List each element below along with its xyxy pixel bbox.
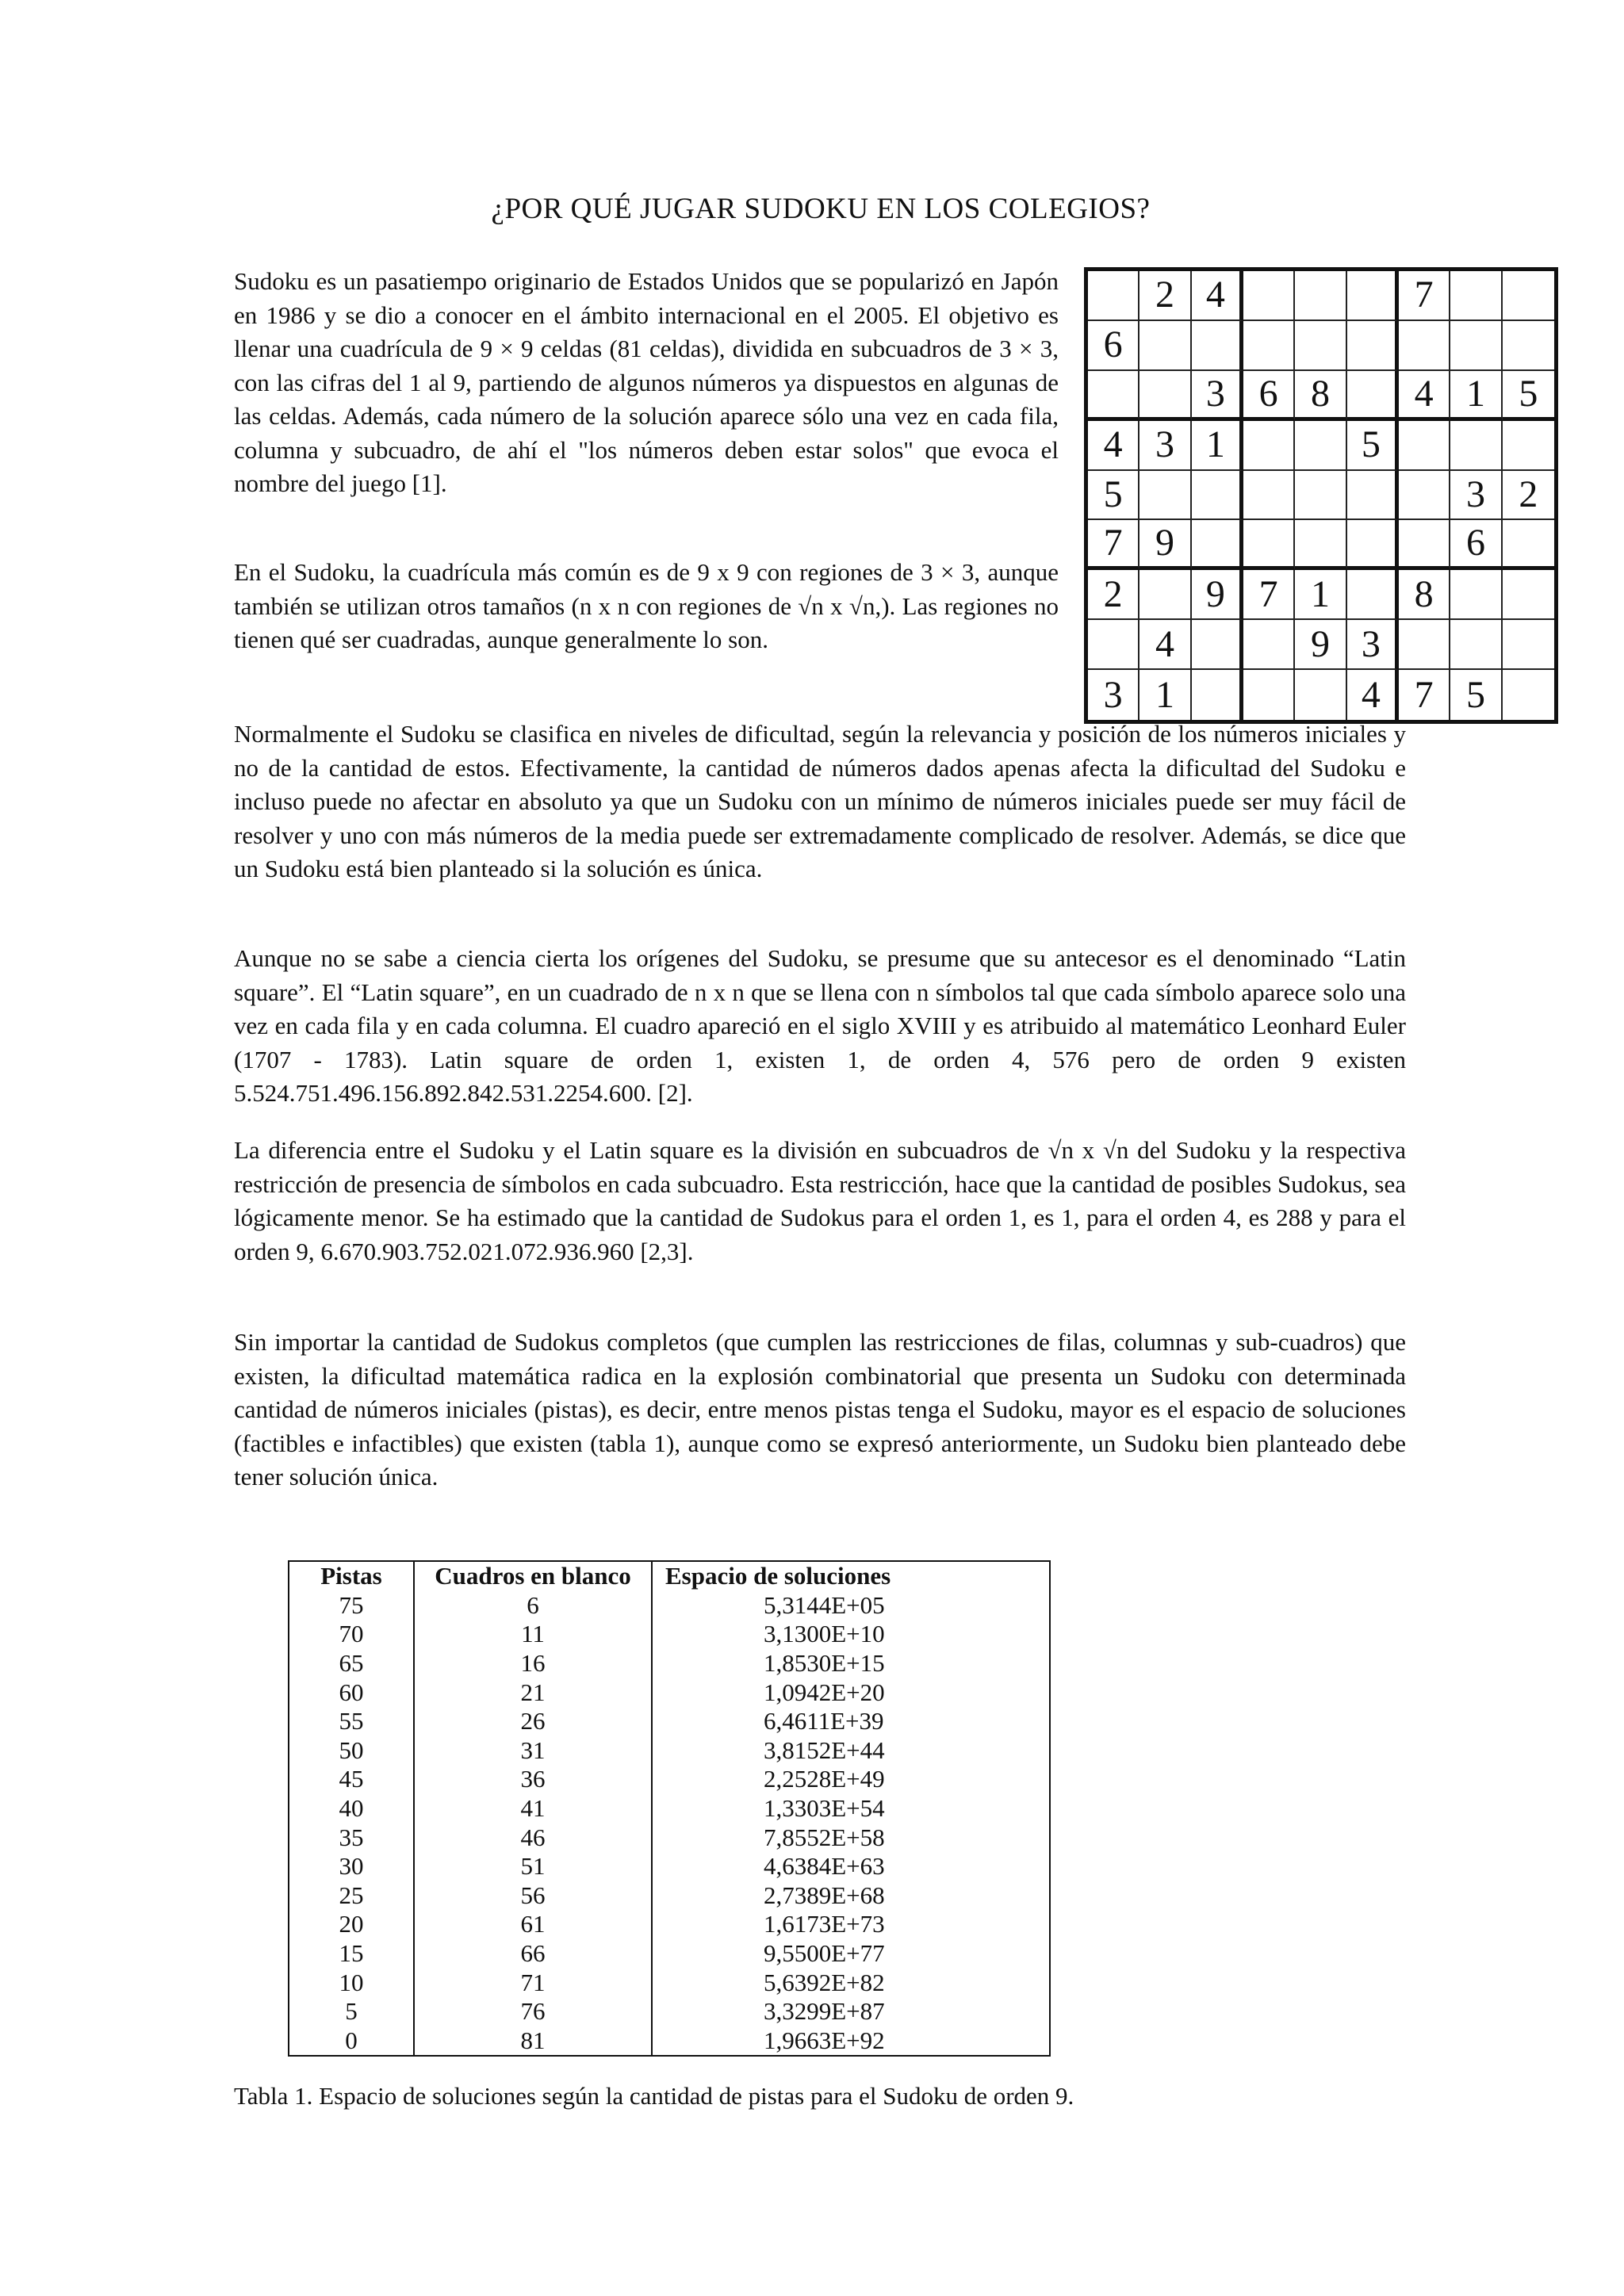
sudoku-cell: 4 <box>1088 421 1139 471</box>
sudoku-cell: 8 <box>1295 371 1346 421</box>
table-cell: 1,8530E+15 <box>652 1649 1050 1678</box>
table-cell: 1,3303E+54 <box>652 1794 1050 1823</box>
table-cell: 40 <box>289 1794 414 1823</box>
table-caption: Tabla 1. Espacio de soluciones según la cantidad de pistas para el Sudoku de orden 9. <box>234 2082 1074 2110</box>
paragraph-combinatorial: Sin importar la cantidad de Sudokus completos (que cumplen las restricciones de filas, columnas y sub-cuadros) que existen, la dificultad matemática radica en la explosión combinatorial que presenta un Sudoku con determinada cantidad de números iniciales (pistas), es decir, entre menos pistas tenga el Sudoku, mayor es el espacio de soluciones (factibles e infactibles) que existen (tabla 1), aunque como se expresó anteriormente, un Sudoku bien planteado debe tener solución única. <box>234 1328 1406 1490</box>
sudoku-cell <box>1399 620 1450 670</box>
sudoku-cell <box>1192 321 1243 371</box>
table-cell: 51 <box>414 1852 652 1881</box>
paragraph-grid-sizes: En el Sudoku, la cuadrícula más común es de 9 x 9 con regiones de 3 × 3, aunque también se utilizan otros tamaños (n x n con regiones de √n x √n,). Las regiones no tienen qué ser cuadradas, aunque generalmente lo son. <box>234 558 1059 653</box>
table-cell: 0 <box>289 2026 414 2057</box>
sudoku-cell <box>1139 570 1191 620</box>
table-row <box>289 1736 1050 1766</box>
sudoku-cell <box>1192 471 1243 521</box>
table-cell: 15 <box>289 1939 414 1969</box>
table-row <box>289 1823 1050 1852</box>
sudoku-cell: 9 <box>1139 520 1191 570</box>
header-pistas: Pistas <box>289 1561 414 1591</box>
sudoku-cell <box>1243 620 1295 670</box>
table-row <box>289 1794 1050 1823</box>
sudoku-cell <box>1399 520 1450 570</box>
table-cell: 1,0942E+20 <box>652 1678 1050 1707</box>
sudoku-cell: 6 <box>1088 321 1139 371</box>
table-cell: 46 <box>414 1823 652 1852</box>
sudoku-cell: 1 <box>1295 570 1346 620</box>
table-row <box>289 1649 1050 1678</box>
sudoku-cell: 7 <box>1088 520 1139 570</box>
table-cell: 30 <box>289 1852 414 1881</box>
table-cell: 5 <box>289 1997 414 2026</box>
sudoku-cell <box>1243 520 1295 570</box>
sudoku-cell: 7 <box>1399 271 1450 321</box>
table-cell: 6 <box>414 1591 652 1621</box>
table-cell: 56 <box>414 1881 652 1911</box>
table-cell: 61 <box>414 1910 652 1939</box>
sudoku-cell <box>1450 570 1502 620</box>
paragraph-latin-square: Aunque no se sabe a ciencia cierta los orígenes del Sudoku, se presume que su antecesor es el denominado “Latin square”. El “Latin square”, en un cuadrado de n x n que se llena con n símbolos tal que cada símbolo aparece solo una vez en cada fila y en cada columna. El cuadro apareció en el siglo XVIII y es atribuido al matemático Leonhard Euler (1707 - 1783). Latin square de orden 1, existen 1, de orden 4, 576 pero de orden 9 existen 5.524.751.496.156.892.842.531.2254.600. [2]. <box>234 944 1406 1107</box>
sudoku-cell <box>1139 321 1191 371</box>
sudoku-cell <box>1503 321 1554 371</box>
paragraph-difficulty: Normalmente el Sudoku se clasifica en niveles de dificultad, según la relevancia y posición de los números iniciales y no de la cantidad de estos. Efectivamente, la cantidad de números dados apenas afecta la dificultad del Sudoku e incluso puede no afectar en absoluto ya que un Sudoku con un mínimo de números iniciales puede ser muy fácil de resolver y uno con más números de la media puede ser extremadamente complicado de resolver. Además, se dice que un Sudoku está bien planteado si la solución es única. <box>234 720 1406 882</box>
sudoku-cell <box>1347 471 1399 521</box>
table-cell: 11 <box>414 1620 652 1649</box>
sudoku-cell <box>1295 421 1346 471</box>
sudoku-cell <box>1139 471 1191 521</box>
sudoku-cell <box>1295 471 1346 521</box>
sudoku-cell <box>1139 371 1191 421</box>
table-cell: 7,8552E+58 <box>652 1823 1050 1852</box>
sudoku-cell <box>1295 271 1346 321</box>
sudoku-cell: 6 <box>1243 371 1295 421</box>
table-row <box>289 1852 1050 1881</box>
table-cell: 21 <box>414 1678 652 1707</box>
table-cell: 25 <box>289 1881 414 1911</box>
table-cell: 35 <box>289 1823 414 1852</box>
sudoku-cell: 2 <box>1503 471 1554 521</box>
sudoku-cell <box>1399 321 1450 371</box>
sudoku-cell: 3 <box>1139 421 1191 471</box>
sudoku-cell <box>1503 620 1554 670</box>
table-cell: 66 <box>414 1939 652 1969</box>
sudoku-cell: 1 <box>1139 670 1191 720</box>
table-cell: 26 <box>414 1707 652 1736</box>
table-row <box>289 1678 1050 1707</box>
table-cell: 3,1300E+10 <box>652 1620 1050 1649</box>
sudoku-cell: 7 <box>1399 670 1450 720</box>
sudoku-grid <box>1084 267 1558 724</box>
sudoku-cell <box>1399 471 1450 521</box>
sudoku-cell <box>1503 271 1554 321</box>
table-row <box>289 1939 1050 1969</box>
header-espacio: Espacio de soluciones <box>652 1561 1050 1591</box>
table-row <box>289 1591 1050 1621</box>
table-cell: 10 <box>289 1968 414 1997</box>
sudoku-cell <box>1347 520 1399 570</box>
page-title: ¿POR QUÉ JUGAR SUDOKU EN LOS COLEGIOS? <box>491 193 1151 225</box>
sudoku-cell <box>1243 670 1295 720</box>
table-cell: 36 <box>414 1765 652 1794</box>
table-cell: 75 <box>289 1591 414 1621</box>
table-cell: 1,6173E+73 <box>652 1910 1050 1939</box>
table-row <box>289 1765 1050 1794</box>
table-cell: 3,3299E+87 <box>652 1997 1050 2026</box>
table-cell: 45 <box>289 1765 414 1794</box>
sudoku-cell <box>1088 271 1139 321</box>
table-cell: 20 <box>289 1910 414 1939</box>
sudoku-cell <box>1243 271 1295 321</box>
sudoku-cell <box>1295 321 1346 371</box>
table-row <box>289 1968 1050 1997</box>
table-row <box>289 1620 1050 1649</box>
table-row <box>289 1910 1050 1939</box>
sudoku-cell <box>1450 421 1502 471</box>
sudoku-cell <box>1243 421 1295 471</box>
sudoku-cell <box>1347 570 1399 620</box>
sudoku-cell <box>1088 371 1139 421</box>
sudoku-cell <box>1192 670 1243 720</box>
sudoku-cell <box>1503 520 1554 570</box>
sudoku-cell: 4 <box>1139 620 1191 670</box>
table-cell: 4,6384E+63 <box>652 1852 1050 1881</box>
table-cell: 65 <box>289 1649 414 1678</box>
sudoku-cell: 2 <box>1088 570 1139 620</box>
sudoku-cell <box>1347 271 1399 321</box>
paragraph-difference: La diferencia entre el Sudoku y el Latin square es la división en subcuadros de √n x √n del Sudoku y la respectiva restricción de presencia de símbolos en cada subcuadro. Esta restricción, hace que la cantidad de posibles Sudokus, sea lógicamente menor. Se ha estimado que la cantidad de Sudokus para el orden 1, es 1, para el orden 4, es 288 y para el orden 9, 6.670.903.752.021.072.936.960 [2,3]. <box>234 1136 1406 1265</box>
sudoku-cell: 8 <box>1399 570 1450 620</box>
table-cell: 41 <box>414 1794 652 1823</box>
sudoku-cell: 3 <box>1450 471 1502 521</box>
sudoku-cell: 4 <box>1347 670 1399 720</box>
sudoku-cell: 3 <box>1347 620 1399 670</box>
sudoku-cell <box>1192 620 1243 670</box>
sudoku-cell <box>1243 321 1295 371</box>
table-cell: 2,7389E+68 <box>652 1881 1050 1911</box>
sudoku-cell: 3 <box>1192 371 1243 421</box>
sudoku-cell <box>1503 670 1554 720</box>
sudoku-cell <box>1243 471 1295 521</box>
sudoku-cell <box>1295 670 1346 720</box>
table-row <box>289 1997 1050 2026</box>
header-cuadros: Cuadros en blanco <box>414 1561 652 1591</box>
sudoku-cell: 5 <box>1450 670 1502 720</box>
sudoku-cell <box>1347 371 1399 421</box>
table-cell: 76 <box>414 1997 652 2026</box>
sudoku-cell <box>1450 620 1502 670</box>
sudoku-cell: 3 <box>1088 670 1139 720</box>
sudoku-cell: 5 <box>1347 421 1399 471</box>
table-cell: 5,3144E+05 <box>652 1591 1050 1621</box>
table-cell: 5,6392E+82 <box>652 1968 1050 1997</box>
sudoku-cell: 1 <box>1450 371 1502 421</box>
table-cell: 6,4611E+39 <box>652 1707 1050 1736</box>
table-row <box>289 1881 1050 1911</box>
sudoku-cell: 2 <box>1139 271 1191 321</box>
sudoku-cell: 5 <box>1088 471 1139 521</box>
sudoku-cell: 9 <box>1192 570 1243 620</box>
table-cell: 55 <box>289 1707 414 1736</box>
sudoku-cell: 5 <box>1503 371 1554 421</box>
table-cell: 70 <box>289 1620 414 1649</box>
table-cell: 1,9663E+92 <box>652 2026 1050 2057</box>
solution-space-table <box>288 1560 1051 2057</box>
table-cell: 50 <box>289 1736 414 1766</box>
table-header-row <box>289 1561 1050 1591</box>
table-row <box>289 2026 1050 2057</box>
sudoku-cell: 6 <box>1450 520 1502 570</box>
table-cell: 71 <box>414 1968 652 1997</box>
sudoku-cell <box>1503 421 1554 471</box>
sudoku-cell: 7 <box>1243 570 1295 620</box>
sudoku-cell <box>1295 520 1346 570</box>
table-cell: 60 <box>289 1678 414 1707</box>
table-cell: 2,2528E+49 <box>652 1765 1050 1794</box>
paragraph-intro: Sudoku es un pasatiempo originario de Estados Unidos que se popularizó en Japón en 1986 y se dio a conocer en el ámbito internacional en el 2005. El objetivo es llenar una cuadrícula de 9 × 9 celdas (81 celdas), dividida en subcuadros de 3 × 3, con las cifras del 1 al 9, partiendo de algunos números ya dispuestos en algunas de las celdas. Además, cada número de la solución aparece sólo una vez en cada fila, columna y subcuadro, de ahí el "los números deben estar solos" que evoca el nombre del juego [1]. <box>234 267 1059 497</box>
sudoku-cell: 1 <box>1192 421 1243 471</box>
sudoku-cell <box>1503 570 1554 620</box>
table-cell: 31 <box>414 1736 652 1766</box>
sudoku-cell <box>1088 620 1139 670</box>
table-cell: 3,8152E+44 <box>652 1736 1050 1766</box>
sudoku-cell: 4 <box>1399 371 1450 421</box>
table-cell: 81 <box>414 2026 652 2057</box>
sudoku-cell <box>1450 321 1502 371</box>
sudoku-cell: 4 <box>1192 271 1243 321</box>
sudoku-cell <box>1347 321 1399 371</box>
table-row <box>289 1707 1050 1736</box>
table-cell: 9,5500E+77 <box>652 1939 1050 1969</box>
table-cell: 16 <box>414 1649 652 1678</box>
sudoku-cell <box>1192 520 1243 570</box>
sudoku-cell <box>1450 271 1502 321</box>
sudoku-cell: 9 <box>1295 620 1346 670</box>
sudoku-cell <box>1399 421 1450 471</box>
